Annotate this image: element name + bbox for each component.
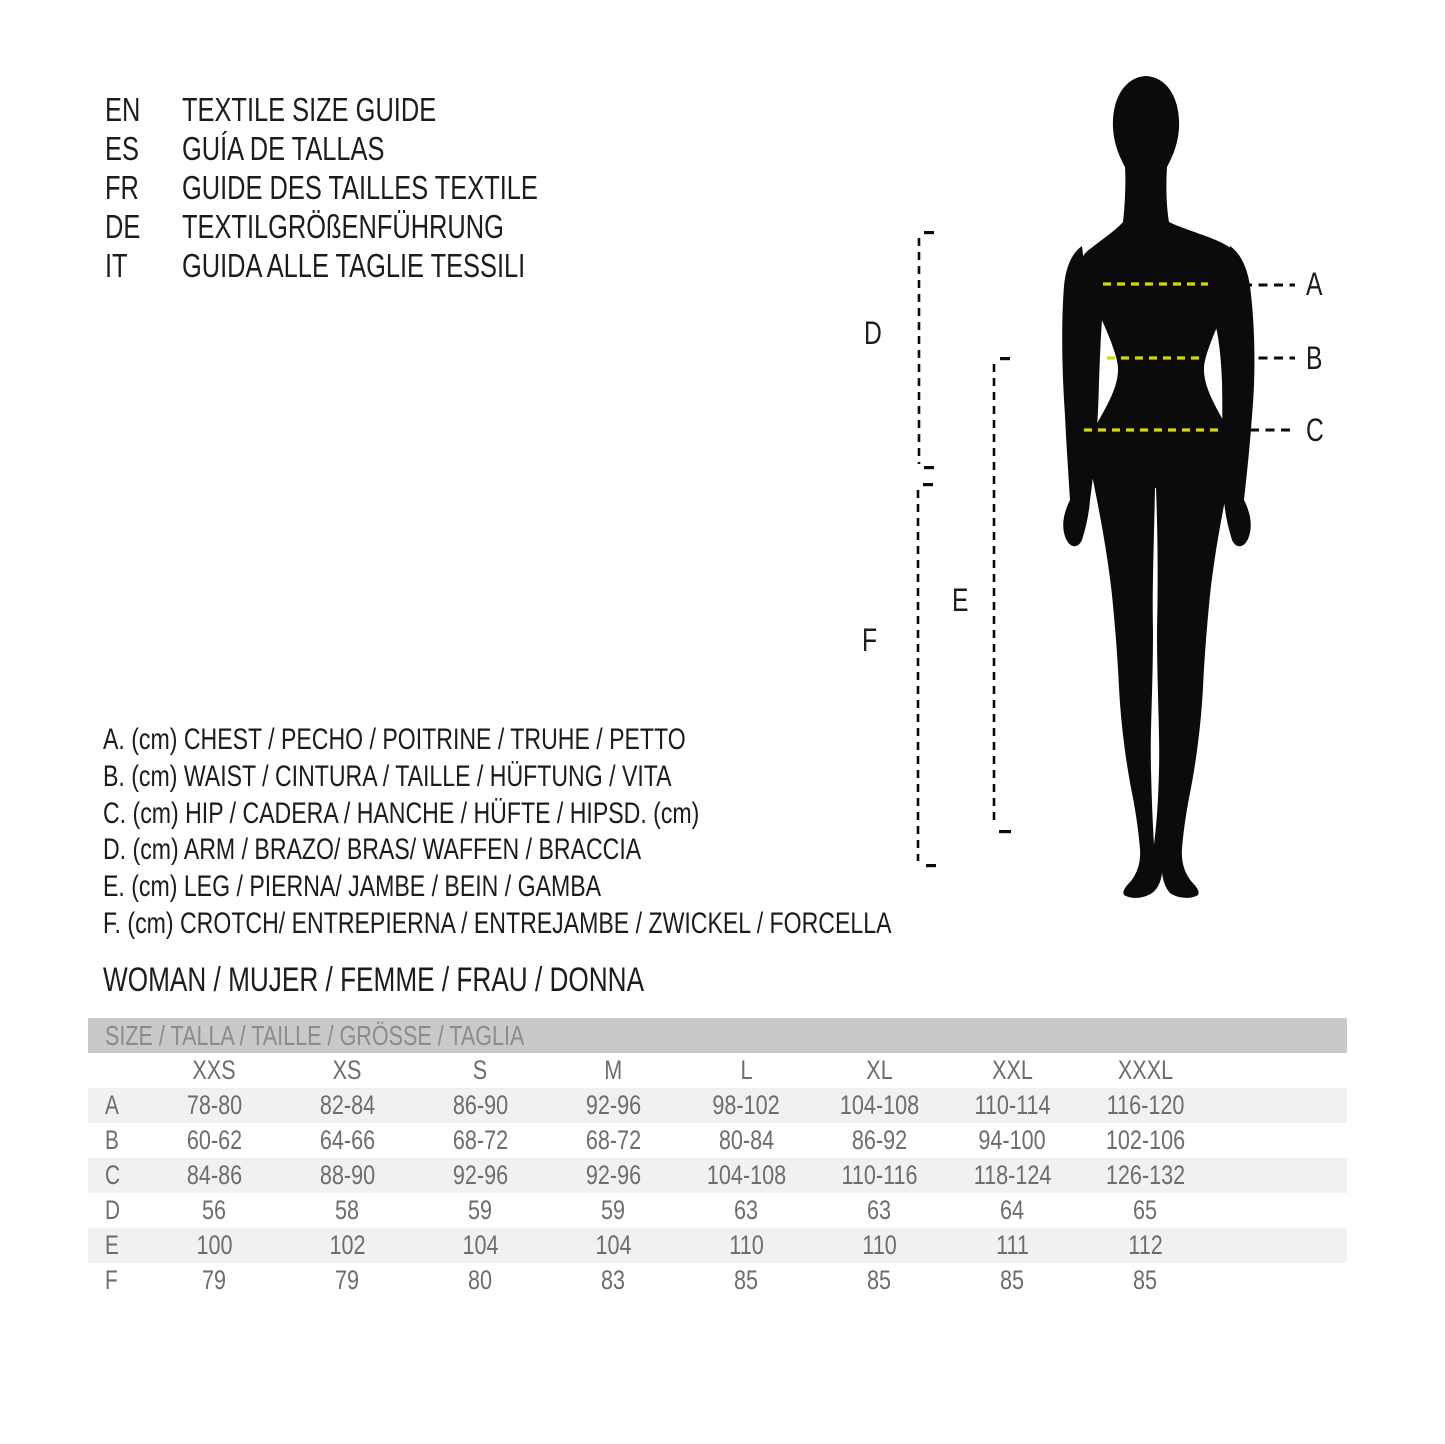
cell-value: 60-62 [186, 1125, 243, 1155]
lang-code: DE [105, 208, 141, 245]
cell-value: 68-72 [585, 1125, 642, 1155]
cell-value: 110 [862, 1230, 897, 1260]
cell-value: 94-100 [978, 1125, 1047, 1155]
cell-value: 82-84 [319, 1090, 376, 1120]
cell-value: 104-108 [706, 1160, 787, 1190]
lang-code: EN [105, 91, 141, 128]
cell-value: 58 [335, 1195, 360, 1225]
table-row-chest [88, 1088, 1347, 1123]
lang-title: TEXTILE SIZE GUIDE [182, 91, 437, 128]
cell-value: 65 [1133, 1195, 1158, 1225]
size-col-header: XXL [992, 1055, 1033, 1085]
size-table-header-band [88, 1018, 1347, 1053]
cell-value: 116-120 [1106, 1090, 1185, 1120]
lang-title: TEXTILGRÖßENFÜHRUNG [182, 208, 504, 245]
size-col-header: XL [866, 1055, 893, 1085]
legend-line-arm: D. (cm) ARM / BRAZO/ BRAS/ WAFFEN / BRACCIA [103, 833, 642, 867]
cell-value: 102 [329, 1230, 366, 1260]
leg-line-top-tick [1000, 357, 1010, 360]
cell-value: 112 [1128, 1230, 1163, 1260]
row-label: B [105, 1125, 119, 1155]
row-label: E [105, 1230, 119, 1260]
size-col-header: XXXL [1117, 1055, 1174, 1085]
marker-arm: D [864, 315, 882, 351]
cell-value: 79 [202, 1265, 227, 1295]
marker-chest: A [1306, 266, 1323, 302]
cell-value: 80-84 [718, 1125, 775, 1155]
size-col-header: S [473, 1055, 488, 1085]
measurement-legend [103, 722, 1127, 943]
row-label: A [105, 1090, 119, 1120]
cell-value: 104 [462, 1230, 499, 1260]
marker-hip: C [1306, 412, 1324, 448]
arm-line-top-tick [924, 231, 934, 234]
cell-value: 64-66 [319, 1125, 376, 1155]
table-row-arm [88, 1193, 1347, 1228]
cell-value: 83 [601, 1265, 626, 1295]
cell-value: 92-96 [585, 1090, 642, 1120]
lang-title: GUIDE DES TAILLES TEXTILE [182, 169, 538, 206]
gender-heading: WOMAN / MUJER / FEMME / FRAU / DONNA [103, 961, 645, 999]
cell-value: 118-124 [973, 1160, 1052, 1190]
cell-value: 85 [734, 1265, 759, 1295]
size-col-header: XXS [192, 1055, 237, 1085]
cell-value: 98-102 [712, 1090, 781, 1120]
cell-value: 64 [1000, 1195, 1025, 1225]
marker-waist: B [1306, 340, 1323, 376]
cell-value: 80 [468, 1265, 493, 1295]
cell-value: 92-96 [452, 1160, 509, 1190]
cell-value: 100 [196, 1230, 233, 1260]
cell-value: 84-86 [186, 1160, 243, 1190]
arm-line-bottom-tick [924, 466, 934, 469]
cell-value: 88-90 [319, 1160, 376, 1190]
row-label: F [105, 1265, 118, 1295]
lang-title: GUIDA ALLE TAGLIE TESSILI [182, 247, 526, 284]
cell-value: 59 [468, 1195, 493, 1225]
legend-line-hip: C. (cm) HIP / CADERA / HANCHE / HÜFTE / HIPSD. (cm) [103, 796, 700, 830]
cell-value: 111 [996, 1230, 1029, 1260]
cell-value: 63 [867, 1195, 892, 1225]
cell-value: 126-132 [1105, 1160, 1186, 1190]
lang-title: GUÍA DE TALLAS [182, 130, 385, 167]
cell-value: 78-80 [186, 1090, 243, 1120]
cell-value: 85 [867, 1265, 892, 1295]
cell-value: 110-114 [974, 1090, 1051, 1120]
table-row-crotch [88, 1263, 1347, 1298]
cell-value: 79 [335, 1265, 360, 1295]
lang-code: ES [105, 130, 139, 167]
size-table [88, 1018, 1347, 1298]
cell-value: 92-96 [585, 1160, 642, 1190]
lang-code: FR [105, 169, 139, 206]
marker-leg: E [952, 582, 969, 618]
cell-value: 102-106 [1105, 1125, 1186, 1155]
cell-value: 63 [734, 1195, 759, 1225]
legend-line-leg: E. (cm) LEG / PIERNA/ JAMBE / BEIN / GAMBA [103, 870, 602, 904]
cell-value: 68-72 [452, 1125, 509, 1155]
size-col-header: XS [333, 1055, 362, 1085]
crotch-line-top-tick [923, 483, 933, 486]
size-col-header: M [604, 1055, 623, 1085]
cell-value: 110 [729, 1230, 764, 1260]
legend-line-waist: B. (cm) WAIST / CINTURA / TAILLE / HÜFTUNG / VITA [103, 759, 672, 793]
legend-line-chest: A. (cm) CHEST / PECHO / POITRINE / TRUHE / PETTO [103, 723, 686, 756]
cell-value: 104 [595, 1230, 632, 1260]
row-label: D [105, 1195, 121, 1225]
size-table-header-label: SIZE / TALLA / TAILLE / GRÖSSE / TAGLIA [105, 1019, 525, 1051]
cell-value: 56 [202, 1195, 227, 1225]
legend-line-crotch: F. (cm) CROTCH/ ENTREPIERNA / ENTREJAMBE / ZWICKEL / FORCELLA [103, 906, 892, 940]
cell-value: 85 [1000, 1265, 1025, 1295]
row-label: C [105, 1160, 121, 1190]
table-row-waist [88, 1123, 1347, 1158]
lang-code: IT [105, 247, 128, 284]
size-col-header: L [740, 1055, 753, 1085]
cell-value: 86-92 [851, 1125, 908, 1155]
size-header-row [88, 1053, 1347, 1088]
marker-crotch: F [862, 622, 878, 658]
cell-value: 86-90 [452, 1090, 509, 1120]
table-row-hip [88, 1158, 1347, 1193]
cell-value: 110-116 [841, 1160, 918, 1190]
table-row-leg [88, 1228, 1347, 1263]
cell-value: 104-108 [839, 1090, 920, 1120]
cell-value: 59 [601, 1195, 626, 1225]
cell-value: 85 [1133, 1265, 1158, 1295]
